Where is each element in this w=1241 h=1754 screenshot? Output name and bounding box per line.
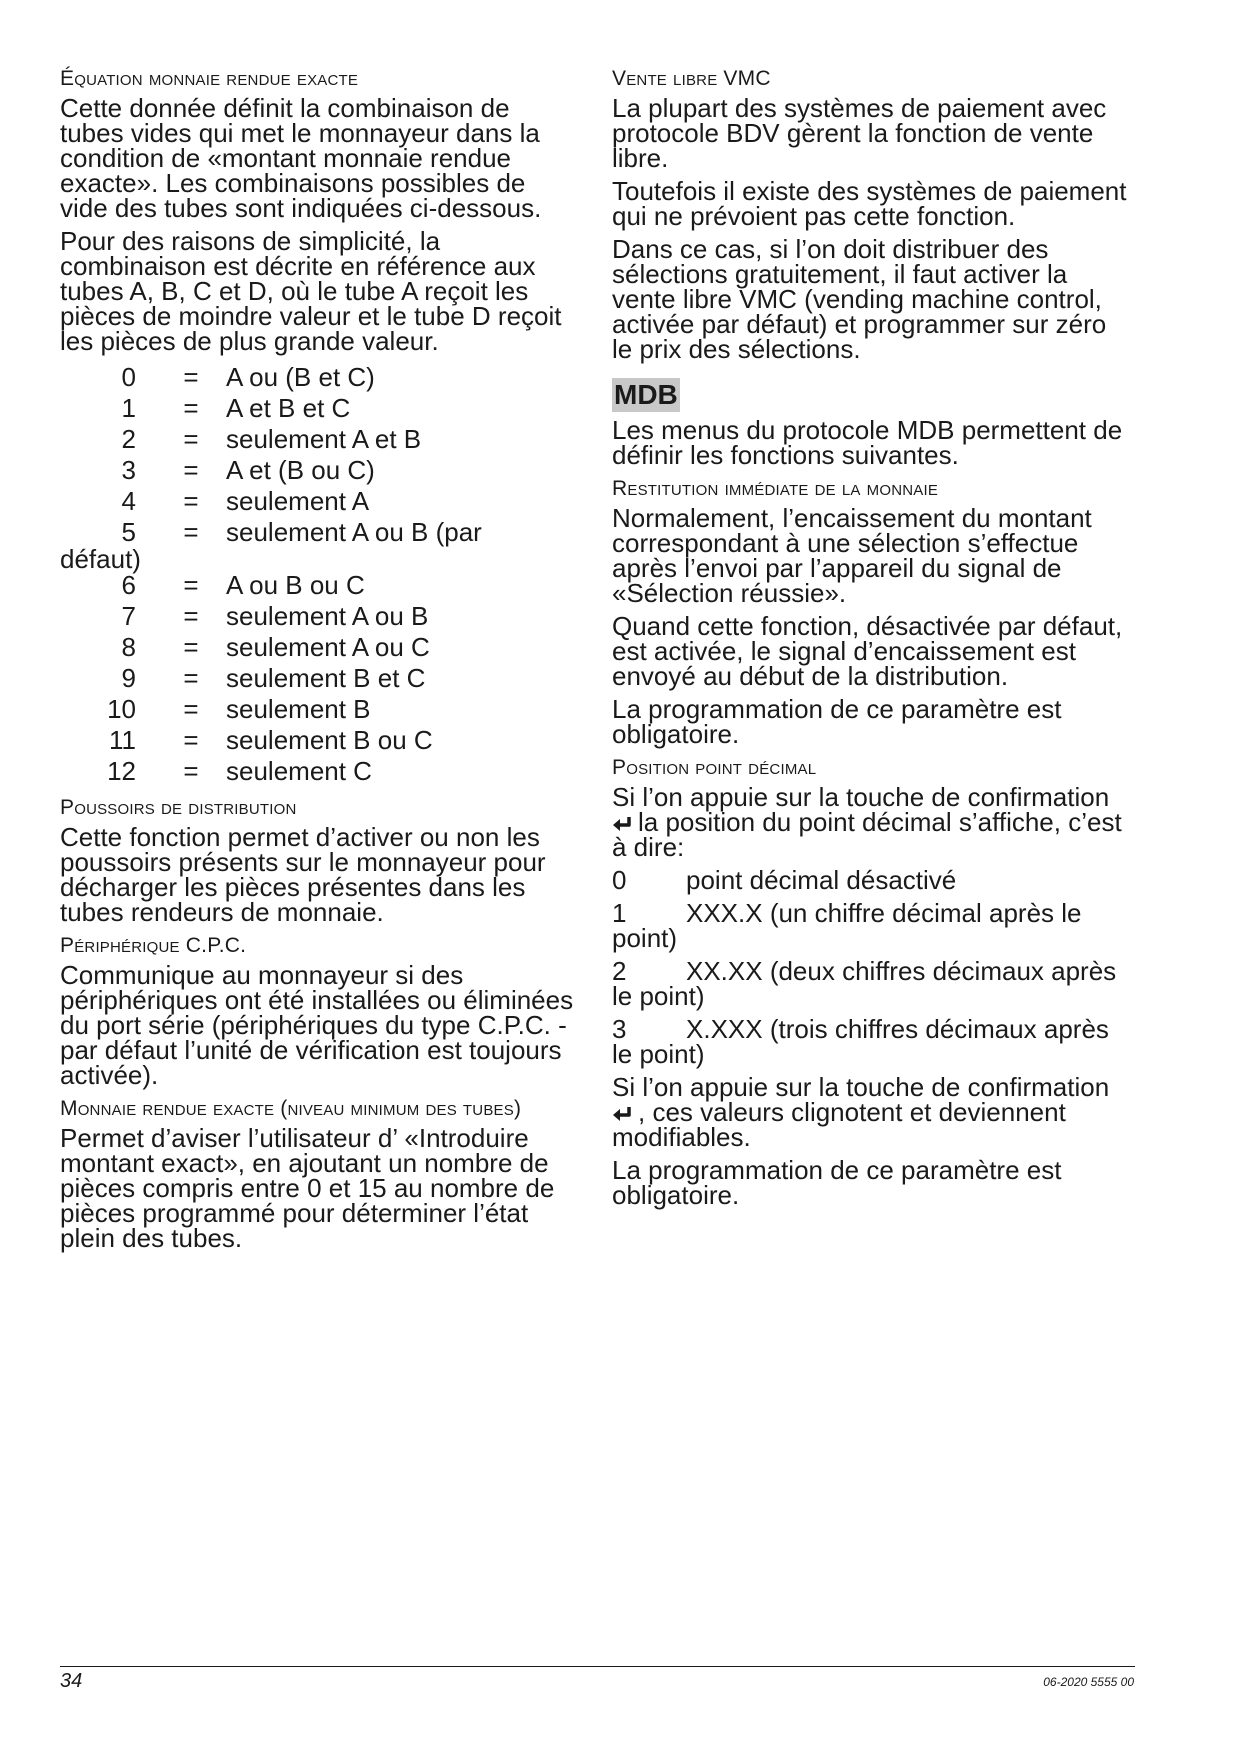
section-title-monnaie-exacte: Monnaie rendue exacte (niveau minimum des tubes) <box>60 1097 522 1120</box>
row-number: 0 <box>121 362 136 392</box>
paragraph-text: Si l’on appuie sur la touche de confirmation <box>612 782 1110 812</box>
list-item <box>612 1014 1132 1069</box>
item-number: 1 <box>612 898 627 928</box>
row-value: A et (B ou C) <box>226 455 375 485</box>
paragraph: Communique au monnayeur si des périphériques ont été installées ou éliminées du port série (périphériques du type C.P.C. - par défaut l’unité de vérification est toujours activée). <box>60 960 574 1090</box>
row-value: seulement A <box>226 486 370 516</box>
row-equals: = <box>183 725 199 755</box>
paragraph: La programmation de ce paramètre est obligatoire. <box>612 694 1062 749</box>
row-equals: = <box>183 424 199 454</box>
row-value: A ou (B et C) <box>226 362 375 392</box>
item-text: XX.XX (deux chiffres décimaux après le point) <box>612 956 1117 1011</box>
table-row <box>60 601 580 632</box>
paragraph: Normalement, l’encaissement du montant correspondant à une sélection s’effectue après l’envoi par l’appareil du signal de «Sélection réussie». <box>612 503 1092 608</box>
paragraph-text: Si l’on appuie sur la touche de confirmation <box>612 1072 1110 1102</box>
table-row <box>60 756 580 787</box>
row-wrap-text: défaut) <box>60 544 141 574</box>
row-value: seulement C <box>226 756 372 786</box>
document-code: 06-2020 5555 00 <box>1043 1675 1134 1689</box>
page-number: 34 <box>60 1670 83 1692</box>
list-item <box>612 865 1132 895</box>
row-equals: = <box>183 601 199 631</box>
table-row <box>60 663 580 694</box>
section-title-vente-libre: Vente libre VMC <box>612 67 771 90</box>
section-title-cpc: Périphérique C.P.C. <box>60 934 247 957</box>
item-text: point décimal désactivé <box>686 865 957 895</box>
row-number: 1 <box>121 393 136 423</box>
mdb-heading: MDB <box>614 379 678 410</box>
row-number: 4 <box>121 486 136 516</box>
table-row <box>60 694 580 725</box>
row-value: seulement A ou B (par <box>226 517 482 547</box>
enter-key-icon <box>612 815 634 833</box>
left-column <box>60 66 580 1259</box>
enter-key-icon <box>612 1105 634 1123</box>
table-row <box>60 362 580 393</box>
row-equals: = <box>183 517 199 547</box>
row-value: seulement A et B <box>226 424 422 454</box>
paragraph-text: la position du point décimal s’affiche, c’est à dire: <box>612 807 1122 862</box>
row-number: 12 <box>107 756 136 786</box>
list-item <box>612 898 1132 953</box>
table-row <box>60 632 580 663</box>
row-equals: = <box>183 393 199 423</box>
row-number: 6 <box>121 570 136 600</box>
paragraph <box>612 1072 1132 1152</box>
row-number: 10 <box>107 694 136 724</box>
section-title-equation: Équation monnaie rendue exacte <box>60 67 359 90</box>
table-row <box>60 725 580 756</box>
row-value: A et B et C <box>226 393 351 423</box>
combination-table <box>60 362 580 787</box>
footer-divider <box>60 1666 1135 1667</box>
paragraph: Les menus du protocole MDB permettent de définir les fonctions suivantes. <box>612 415 1123 470</box>
row-number: 2 <box>121 424 136 454</box>
paragraph: La plupart des systèmes de paiement avec protocole BDV gèrent la fonction de vente libre. <box>612 93 1107 173</box>
paragraph: Cette donnée définit la combinaison de tubes vides qui met le monnayeur dans la condition de «montant monnaie rendue exacte». Les combinaisons possibles de vide des tubes sont indiquées ci-dessous. <box>60 93 542 223</box>
right-column <box>612 66 1132 1216</box>
paragraph: Quand cette fonction, désactivée par défaut, est activée, le signal d’encaissement est envoyé au début de la distribution. <box>612 611 1123 691</box>
item-number: 2 <box>612 956 627 986</box>
paragraph-text: , ces valeurs clignotent et deviennent modifiables. <box>612 1097 1066 1152</box>
paragraph <box>612 782 1132 862</box>
item-text: XXX.X (un chiffre décimal après le point) <box>612 898 1082 953</box>
row-equals: = <box>183 362 199 392</box>
paragraph: La programmation de ce paramètre est obligatoire. <box>612 1155 1062 1210</box>
row-value: A ou B ou C <box>226 570 365 600</box>
paragraph: Pour des raisons de simplicité, la combinaison est décrite en référence aux tubes A, B, C et D, où le tube A reçoit les pièces de moindre valeur et le tube D reçoit les pièces de plus grande valeur. <box>60 226 562 356</box>
row-value: seulement B et C <box>226 663 426 693</box>
row-value: seulement B ou C <box>226 725 433 755</box>
row-number: 7 <box>121 601 136 631</box>
list-item <box>612 956 1132 1011</box>
row-number: 8 <box>121 632 136 662</box>
row-value: seulement A ou C <box>226 632 430 662</box>
row-equals: = <box>183 663 199 693</box>
section-title-point-decimal: Position point décimal <box>612 756 817 779</box>
row-number: 9 <box>121 663 136 693</box>
section-title-poussoirs: Poussoirs de distribution <box>60 796 297 819</box>
paragraph: Cette fonction permet d’activer ou non les poussoirs présents sur le monnayeur pour décharger les pièces présentes dans les tubes rendeurs de monnaie. <box>60 822 546 927</box>
row-equals: = <box>183 570 199 600</box>
paragraph: Toutefois il existe des systèmes de paiement qui ne prévoient pas cette fonction. <box>612 176 1127 231</box>
table-row <box>60 424 580 455</box>
item-number: 0 <box>612 865 627 895</box>
row-equals: = <box>183 632 199 662</box>
table-row <box>60 455 580 486</box>
table-row <box>60 393 580 424</box>
section-title-restitution: Restitution immédiate de la monnaie <box>612 477 939 500</box>
row-equals: = <box>183 486 199 516</box>
item-text: X.XXX (trois chiffres décimaux après le point) <box>612 1014 1109 1069</box>
paragraph: Permet d’aviser l’utilisateur d’ «Introduire montant exact», en ajoutant un nombre de pièces compris entre 0 et 15 au nombre de pièces programmé pour déterminer l’état plein des tubes. <box>60 1123 555 1253</box>
row-value: seulement A ou B <box>226 601 429 631</box>
row-equals: = <box>183 455 199 485</box>
paragraph: Dans ce cas, si l’on doit distribuer des sélections gratuitement, il faut activer la vente libre VMC (vending machine control, activée par défaut) et programmer sur zéro le prix des sélections. <box>612 234 1107 364</box>
row-value: seulement B <box>226 694 371 724</box>
row-equals: = <box>183 756 199 786</box>
row-number: 3 <box>121 455 136 485</box>
row-number: 11 <box>109 725 136 755</box>
table-row <box>60 486 580 517</box>
row-equals: = <box>183 694 199 724</box>
row-number: 5 <box>121 517 136 547</box>
table-row <box>60 570 580 601</box>
item-number: 3 <box>612 1014 627 1044</box>
